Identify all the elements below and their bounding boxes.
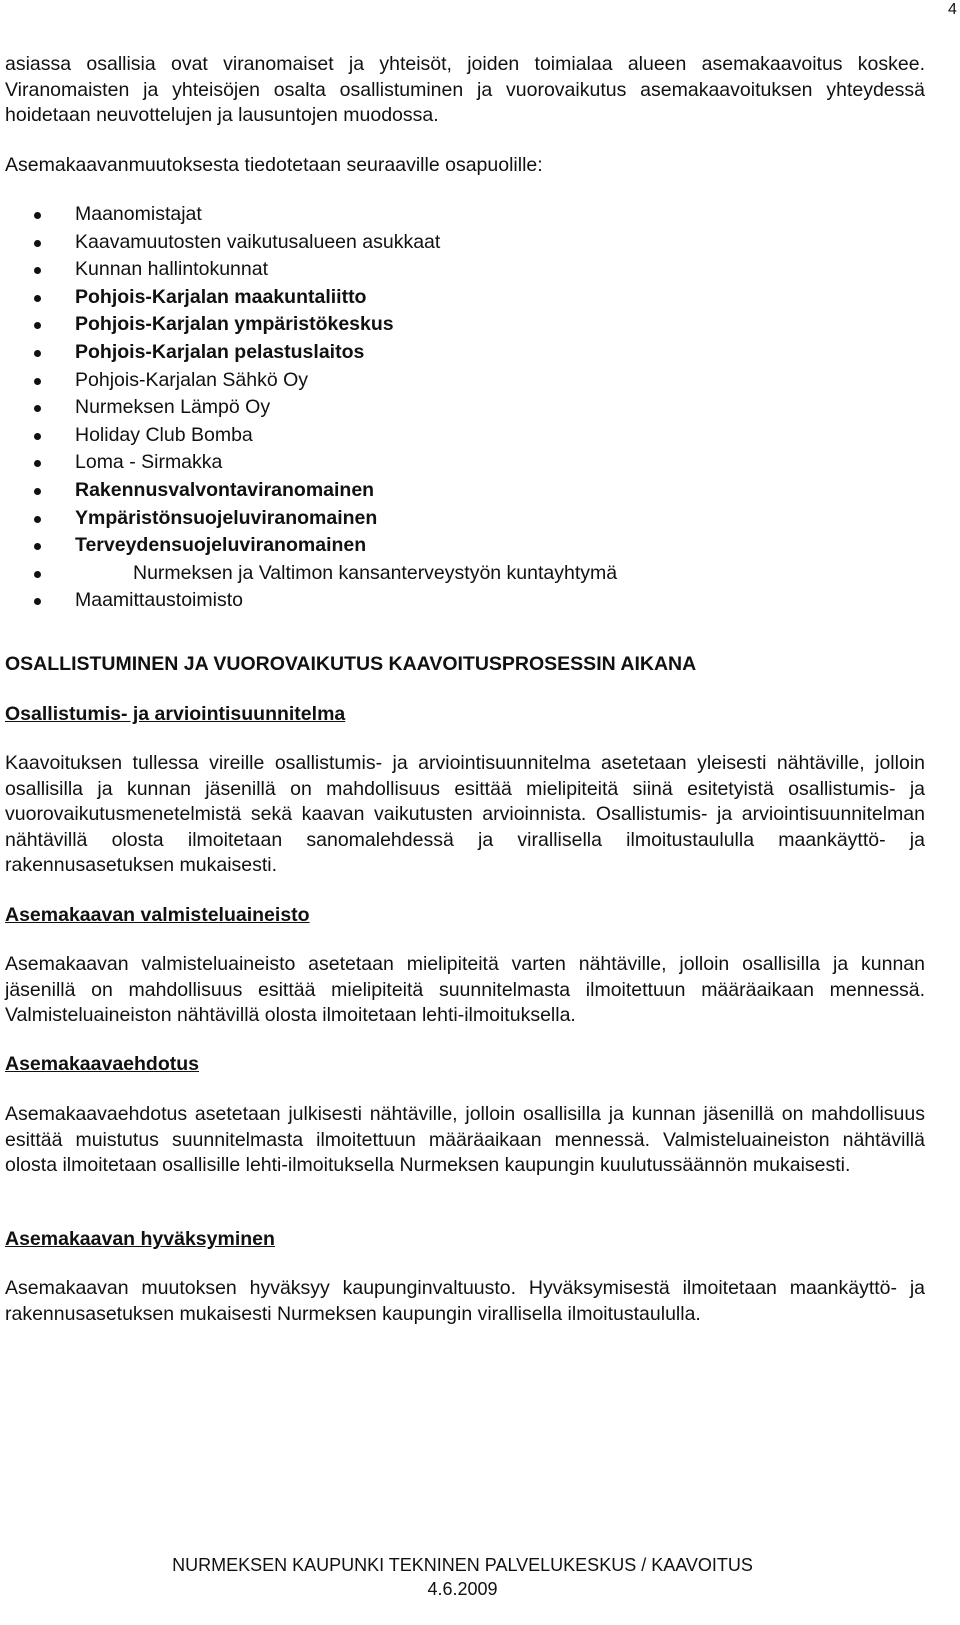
bullet-icon	[34, 378, 41, 385]
bullet-icon	[34, 322, 41, 329]
bullet-icon	[34, 598, 41, 605]
section-paragraph: Kaavoituksen tullessa vireille osallistumis- ja arviointisuunnitelma asetetaan yleisesti nähtäville, jolloin osallisilla ja kunnan jäsenillä on mahdollisuus esittää mielipiteitä siinä esitetyistä osallistumis- ja vuorovaikutusmenetelmistä sekä kaavan vaikutusten arvioinnista. Osallistumis- ja arviointisuunnitelman nähtävillä olosta ilmoitetaan sanomalehdessä ja virallisella ilmoitustaululla maankäyttö- ja rakennusasetuksen mukaisesti.	[5, 752, 925, 876]
bullet-icon	[34, 350, 41, 357]
footer-date: 4.6.2009	[427, 1579, 498, 1599]
section-heading: Osallistumis- ja arviointisuunnitelma	[5, 703, 346, 725]
intro-paragraph: asiassa osallisia ovat viranomaiset ja yhteisöt, joiden toimialaa alueen asemakaavoitus koskee. Viranomaisten ja yhteisöjen osalta osallistuminen ja vuorovaikutus asemakaavoituksen yhteydessä hoidetaan neuvottelujen ja lausuntojen muodossa.	[5, 53, 925, 126]
section-heading: Asemakaavaehdotus	[5, 1053, 200, 1075]
main-heading: OSALLISTUMINEN JA VUOROVAIKUTUS KAAVOITUSPROSESSIN AIKANA	[5, 653, 697, 675]
bullet-icon	[34, 543, 41, 550]
page-number: 4	[948, 1, 957, 18]
section-paragraph: Asemakaavan valmisteluaineisto asetetaan mielipiteitä varten nähtäville, jolloin osallisilla ja kunnan jäsenillä on mahdollisuus esittää mielipiteitä suunnitelmasta ilmoitettuun määräaikaan mennessä. Valmisteluaineiston nähtävillä olosta ilmoitetaan lehti-ilmoituksella.	[5, 953, 925, 1026]
bullet-icon	[34, 460, 41, 467]
notify-intro: Asemakaavanmuutoksesta tiedotetaan seuraaville osapuolille:	[5, 154, 543, 176]
document-page: 4 asiassa osallisia ovat viranomaiset ja yhteisöt, joiden toimialaa alueen asemakaavoitus koskee. Viranomaisten ja yhteisöjen osalta osallistuminen ja vuorovaikutus asemakaavoituksen yhteydessä hoidetaan neuvottelujen ja lausuntojen muodossa. Asemakaavanmuutoksesta tiedotetaan seuraaville osapuolille: Maanomistajat Kaavamuutosten vaikutusalueen asukkaat Kunnan hallintokunnat Pohjois-Karjalan maakuntaliitto Pohjois-Karjalan ympäristökeskus Pohjois-Karjalan pelastuslaitos Pohjois-Karjalan Sähkö Oy Nurmeksen Lämpö Oy Holiday Club Bomba Loma - Sirmakka Rakennusvalvontaviranomainen Ympäristönsuojeluviranomainen Terveydensuojeluviranomainen Nurmeksen ja Valtimon kansanterveystyön kuntayhtymä Maamittaustoimisto OSALLISTUMINEN JA VUOROVAIKUTUS KAAVOITUSPROSESSIN AIKANA Osallistumis- ja arviointisuunnitelma Kaavoituksen tullessa vireille osallistumis- ja arviointisuunnitelma asetetaan yleisesti nähtäville, jolloin osallisilla ja kunnan jäsenillä on mahdollisuus esittää mielipiteitä siinä esitetyistä osallistumis- ja vuorovaikutusmenetelmistä sekä kaavan vaikutusten arvioinnista. Osallistumis- ja arviointisuunnitelman nähtävillä olosta ilmoitetaan sanomalehdessä ja virallisella ilmoitustaululla maankäyttö- ja rakennusasetuksen mukaisesti. Asemakaavan valmisteluaineisto Asemakaavan valmisteluaineisto asetetaan mielipiteitä varten nähtäville, jolloin osallisilla ja kunnan jäsenillä on mahdollisuus esittää mielipiteitä suunnitelmasta ilmoitettuun määräaikaan mennessä. Valmisteluaineiston nähtävillä olosta ilmoitetaan lehti-ilmoituksella. Asemakaavaehdotus Asemakaavaehdotus asetetaan julkisesti nähtäville, jolloin osallisilla ja kunnan jäsenillä on mahdollisuus esittää muistutus suunnitelmasta ilmoitettuun määräaikaan mennessä. Valmisteluaineiston nähtävillä olosta ilmoitetaan osallisille lehti-ilmoituksella Nurmeksen kaupungin kuulutussäännön mukaisesti. Asemakaavan hyväksyminen Asemakaavan muutoksen hyväksyy kaupunginvaltuusto. Hyväksymisestä ilmoitetaan maankäyttö- ja rakennusasetuksen mukaisesti Nurmeksen kaupungin virallisella ilmoitustaululla. NURMEKSEN KAUPUNKI TEKNINEN PALVELUKESKUS / KAAVOITUS 4.6.2009	[0, 0, 960, 1625]
bullet-icon	[34, 212, 41, 219]
bullet-icon	[34, 571, 41, 578]
bullet-icon	[34, 488, 41, 495]
section-paragraph: Asemakaavaehdotus asetetaan julkisesti nähtäville, jolloin osallisilla ja kunnan jäsenillä on mahdollisuus esittää muistutus suunnitelmasta ilmoitettuun määräaikaan mennessä. Valmisteluaineiston nähtävillä olosta ilmoitetaan osallisille lehti-ilmoituksella Nurmeksen kaupungin kuulutussäännön mukaisesti.	[5, 1103, 925, 1176]
bullet-icon	[34, 240, 41, 247]
footer-org: NURMEKSEN KAUPUNKI TEKNINEN PALVELUKESKUS / KAAVOITUS	[172, 1555, 753, 1575]
bullet-icon	[34, 405, 41, 412]
section-paragraph: Asemakaavan muutoksen hyväksyy kaupunginvaltuusto. Hyväksymisestä ilmoitetaan maankäyttö- ja rakennusasetuksen mukaisesti Nurmeksen kaupungin virallisella ilmoitustaululla.	[5, 1277, 925, 1325]
bullet-icon	[34, 295, 41, 302]
bullet-icon	[34, 267, 41, 274]
section-heading: Asemakaavan valmisteluaineisto	[5, 904, 310, 926]
section-heading: Asemakaavan hyväksyminen	[5, 1228, 275, 1250]
bullet-icon	[34, 433, 41, 440]
bullet-icon	[34, 516, 41, 523]
